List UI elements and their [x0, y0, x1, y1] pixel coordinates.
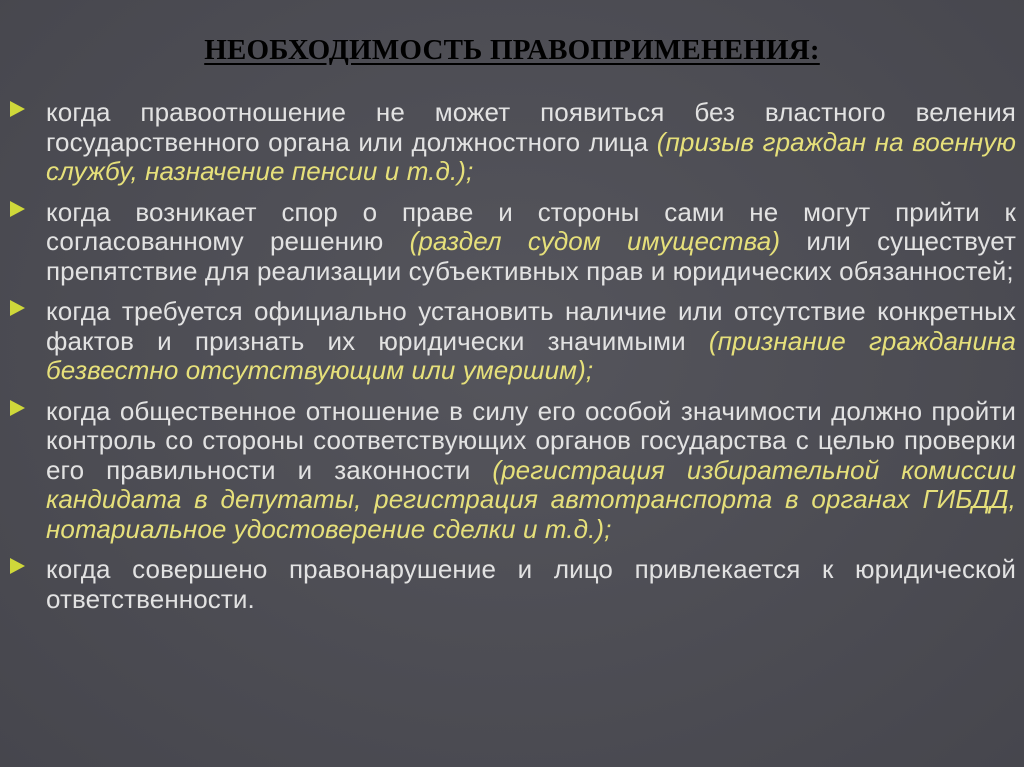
triangle-right-icon — [10, 101, 25, 117]
list-item — [8, 555, 1016, 614]
item-text — [46, 397, 1016, 545]
list-item — [8, 397, 1016, 545]
item-main-text: когда возникает спор о праве и стороны сами не могут прийти к согласованному решению — [46, 196, 1016, 256]
item-main-text: когда общественное отношение в силу его особой значимости должно пройти контроль со стороны соответствующих органов государства с целью проверки его правильности и законности — [46, 395, 1016, 485]
item-text — [46, 297, 1016, 386]
item-main-text: когда совершено правонарушение и лицо привлекается к юридической ответственности. — [46, 554, 1016, 614]
item-example: (призыв граждан на военную службу, назначение пенсии и т.д.); — [46, 126, 1016, 186]
triangle-right-icon — [10, 400, 25, 416]
item-tail-text: или существует препятствие для реализации субъективных прав и юридических обязанностей; — [46, 226, 1016, 286]
list-item — [8, 98, 1016, 187]
item-text — [46, 555, 1016, 614]
slide-title: НЕОБХОДИМОСТЬ ПРАВОПРИМЕНЕНИЯ: — [204, 34, 820, 66]
triangle-right-icon — [10, 201, 25, 217]
bullet-list — [8, 98, 1016, 625]
triangle-right-icon — [10, 558, 25, 574]
item-main-text: когда требуется официально установить наличие или отсутствие конкретных фактов и признать их юридически значимыми — [46, 296, 1016, 356]
list-item — [8, 198, 1016, 287]
item-example: (признание гражданина безвестно отсутствующим или умершим); — [46, 325, 1016, 385]
list-item — [8, 297, 1016, 386]
item-example: (регистрация избирательной комиссии кандидата в депутаты, регистрация автотранспорта в органах ГИБДД, нотариальное удостоверение сделки и т.д.); — [46, 454, 1016, 544]
item-example: (раздел судом имущества) — [409, 226, 781, 256]
item-main-text: когда правоотношение не может появиться без властного веления государственного органа или должностного лица — [46, 97, 1016, 157]
triangle-right-icon — [10, 300, 25, 316]
item-text — [46, 98, 1016, 187]
item-text — [46, 198, 1016, 287]
